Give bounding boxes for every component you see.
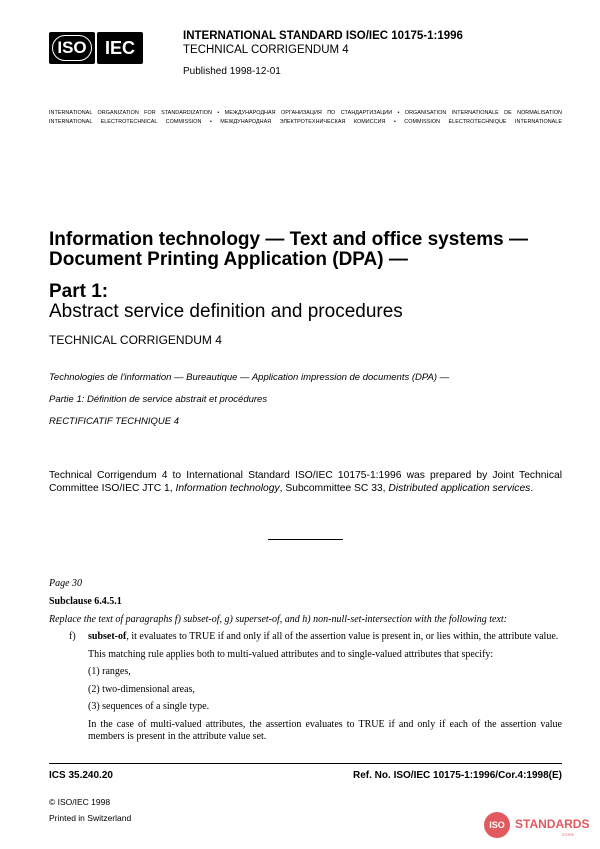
french-part: Partie 1: Définition de service abstrait et procédures bbox=[49, 394, 268, 405]
printed-location: Printed in Switzerland bbox=[49, 813, 132, 823]
standard-subtitle: TECHNICAL CORRIGENDUM 4 bbox=[183, 44, 349, 56]
applies-paragraph: This matching rule applies both to multi-valued attributes and to single-valued attributes that specify: bbox=[88, 648, 494, 660]
prep-end: . bbox=[530, 483, 534, 494]
organizations-line-1: INTERNATIONAL ORGANIZATION FOR STANDARDIZATION • МЕЖДУНАРОДНАЯ ОРГАНИЗАЦИЯ ПО СТАНДАРТИЗАЦИИ • ORGANISATION INTERNATIONALE DE NORMALISATION bbox=[49, 110, 562, 116]
standard-title: INTERNATIONAL STANDARD ISO/IEC 10175-1:1996 bbox=[183, 30, 463, 42]
french-corrigendum: RECTIFICATIF TECHNIQUE 4 bbox=[49, 416, 180, 427]
prep-mid: , Subcommittee SC 33, bbox=[279, 483, 389, 494]
prep-subcommittee: Distributed application services bbox=[388, 483, 531, 494]
preparation-paragraph bbox=[49, 469, 562, 495]
badge-text: ISO bbox=[489, 820, 505, 830]
list-item: (1) ranges, bbox=[88, 666, 131, 677]
organizations-line-2: INTERNATIONAL ELECTROTECHNICAL COMMISSION • МЕЖДУНАРОДНАЯ ЭЛЕКТРОТЕХНИЧЕСКАЯ КОМИССИЯ • COMMISSION ÉLECTROTECHNIQUE INTERNATIONALE bbox=[49, 119, 562, 125]
iso-logo-text: ISO bbox=[57, 38, 87, 57]
list-item: (2) two-dimensional areas, bbox=[88, 683, 195, 695]
ics-code: ICS 35.240.20 bbox=[49, 770, 113, 781]
document-title: Information technology — Text and office systems — Document Printing Application (DPA) — bbox=[49, 229, 528, 270]
store-watermark: STORE bbox=[562, 833, 574, 837]
list-item: (3) sequences of a single type. bbox=[88, 701, 210, 712]
section-divider bbox=[268, 539, 343, 540]
item-body bbox=[88, 631, 562, 748]
iec-logo bbox=[97, 32, 143, 64]
item-marker: f) bbox=[69, 631, 76, 642]
part-subtitle: Abstract service definition and procedures bbox=[49, 301, 403, 322]
item-definition bbox=[88, 631, 562, 643]
iso-logo bbox=[49, 32, 95, 64]
copyright: © ISO/IEC 1998 bbox=[49, 797, 111, 807]
multi-valued-paragraph: In the case of multi-valued attributes, the assertion evaluates to TRUE if and only if each of the assertion value members is present in the attribute value set. bbox=[88, 718, 562, 742]
french-title: Technologies de l'information — Bureautique — Application impression de documents (DPA) — bbox=[49, 372, 450, 383]
subclause-heading: Subclause 6.4.5.1 bbox=[49, 596, 122, 607]
footer-rule bbox=[49, 763, 562, 764]
corrigendum-label: TECHNICAL CORRIGENDUM 4 bbox=[49, 333, 222, 347]
prep-field: Information technology bbox=[175, 483, 280, 494]
item-term: subset-of bbox=[88, 631, 127, 642]
published-date: Published 1998-12-01 bbox=[183, 66, 281, 77]
page-reference: Page 30 bbox=[49, 578, 83, 589]
reference-number: Ref. No. ISO/IEC 10175-1:1996/Cor.4:1998(E) bbox=[353, 770, 562, 781]
prep-intro: Technical Corrigendum 4 to International Standard ISO/IEC 10175-1:1996 was prepared by Joint Technical Committee ISO/IEC JTC 1, bbox=[49, 470, 562, 494]
standards-watermark: STANDARDS bbox=[515, 817, 590, 831]
replace-instruction: Replace the text of paragraphs f) subset-of, g) superset-of, and h) non-null-set-intersection with the following text: bbox=[49, 614, 507, 625]
part-title: Part 1: bbox=[49, 281, 109, 302]
iec-logo-text: IEC bbox=[104, 37, 135, 58]
iso-store-badge bbox=[484, 812, 510, 838]
item-definition-text: , it evaluates to TRUE if and only if all of the assertion value is present in, or lies within, the attribute value. bbox=[126, 631, 559, 642]
